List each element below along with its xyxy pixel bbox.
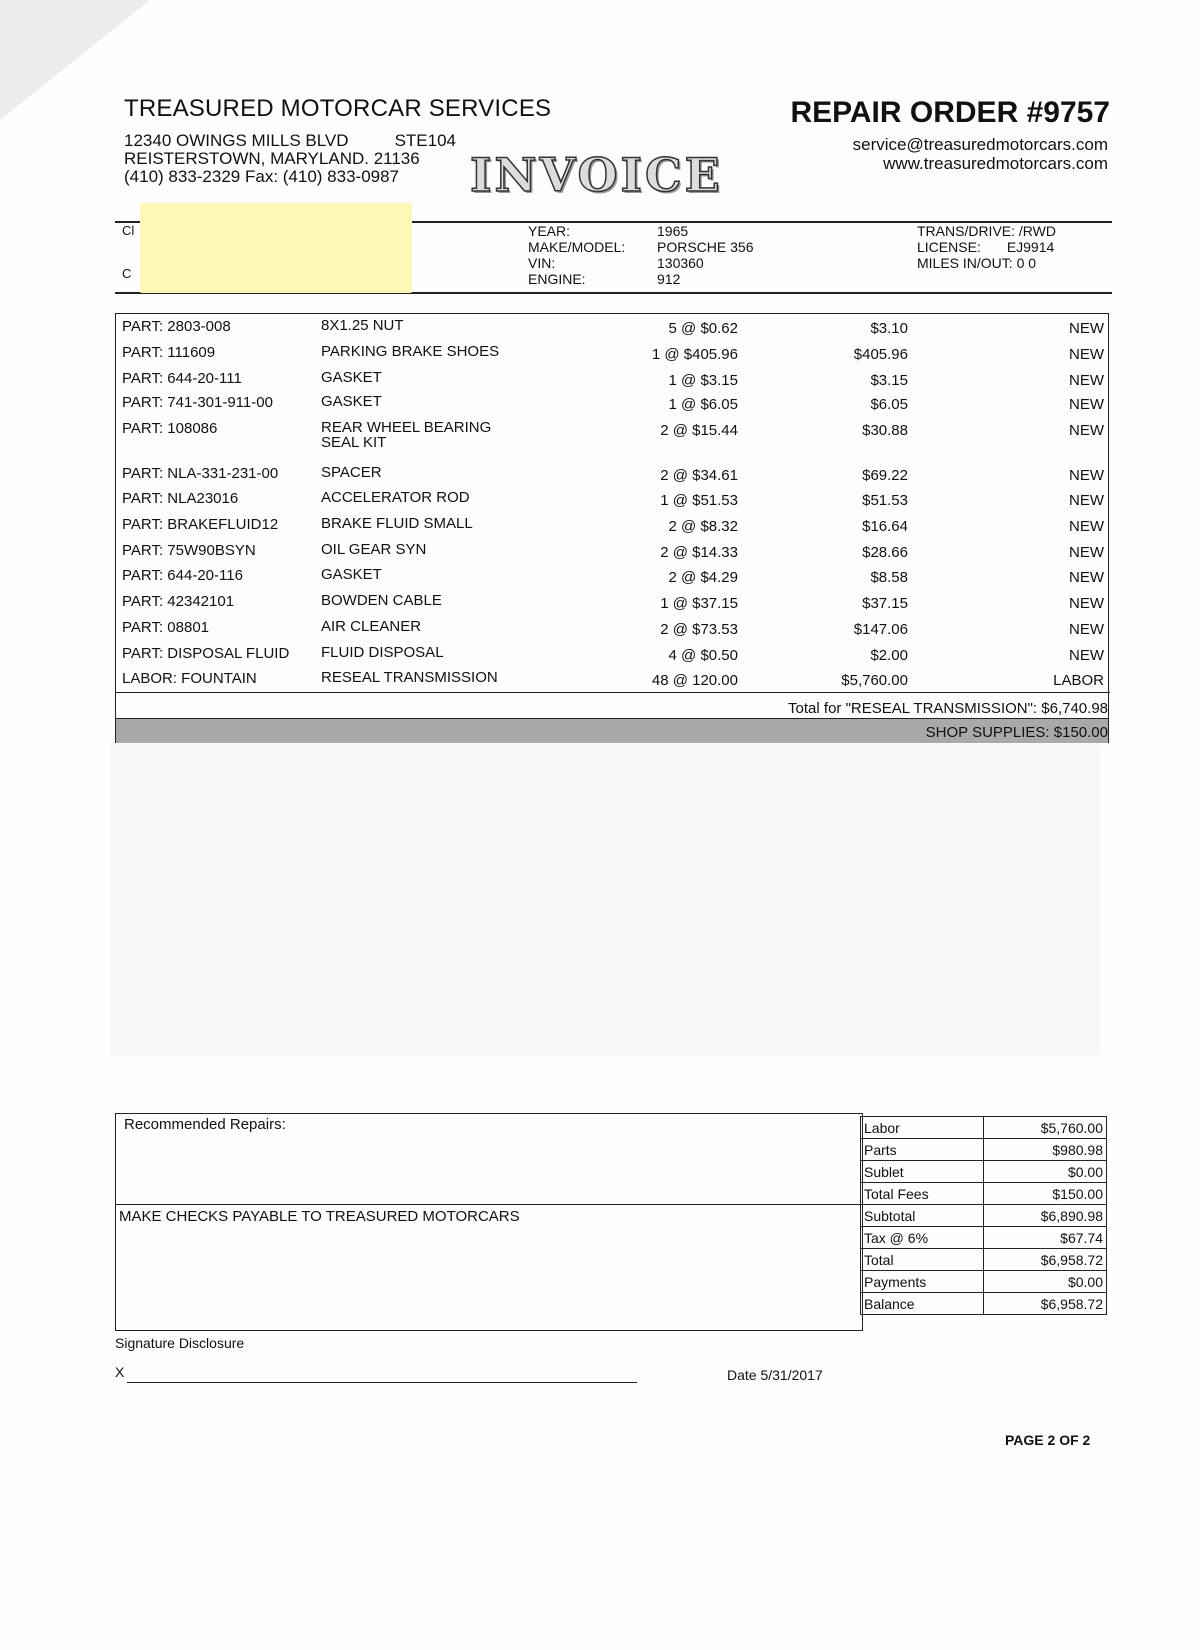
item-part: PART: BRAKEFLUID12 [122, 516, 279, 533]
vehicle-labels [528, 223, 625, 287]
totals-label: Total Fees [861, 1183, 984, 1205]
totals-label: Sublet [861, 1161, 984, 1183]
totals-row [861, 1249, 1107, 1271]
item-part: PART: 2803-008 [122, 318, 231, 335]
recommended-repairs-label: Recommended Repairs: [124, 1116, 286, 1133]
year-label: YEAR: [528, 223, 571, 239]
item-part: PART: 644-20-111 [122, 370, 242, 387]
item-type: NEW [1069, 569, 1104, 586]
totals-row [861, 1227, 1107, 1249]
item-type: LABOR [1053, 672, 1104, 689]
item-quantity: 2 @ $15.44 [660, 422, 738, 439]
shop-street: 12340 OWINGS MILLS BLVD [124, 131, 349, 150]
item-description: GASKET [321, 393, 382, 410]
totals-label: Balance [861, 1293, 984, 1315]
shop-address [124, 132, 456, 186]
shop-website: www.treasuredmotorcars.com [883, 154, 1108, 173]
item-part: PART: DISPOSAL FLUID [122, 645, 290, 662]
item-quantity: 1 @ $3.15 [668, 372, 738, 389]
item-part: PART: 08801 [122, 619, 210, 636]
shop-suite: STE104 [394, 131, 456, 150]
item-description: BOWDEN CABLE [321, 592, 442, 609]
line-items-bottom-rule [115, 692, 1110, 693]
item-description: RESEAL TRANSMISSION [321, 669, 498, 686]
redaction-highlight [140, 203, 412, 293]
item-part: PART: NLA-331-231-00 [122, 465, 279, 482]
item-type: NEW [1069, 544, 1104, 561]
item-part: LABOR: FOUNTAIN [122, 670, 257, 687]
signature-x: X [115, 1364, 125, 1380]
trans-value: /RWD [1018, 223, 1056, 239]
model-value: PORSCHE 356 [657, 239, 754, 255]
invoice-date: Date 5/31/2017 [727, 1367, 823, 1383]
totals-table [860, 1116, 1107, 1315]
item-type: NEW [1069, 518, 1104, 535]
repair-order-number: REPAIR ORDER #9757 [790, 96, 1110, 129]
item-description: PARKING BRAKE SHOES [321, 343, 500, 360]
customer-line-2: C [122, 266, 132, 281]
license-value: EJ9914 [1006, 239, 1055, 255]
item-quantity: 1 @ $37.15 [660, 595, 738, 612]
item-quantity: 2 @ $8.32 [668, 518, 738, 535]
item-quantity: 2 @ $4.29 [668, 569, 738, 586]
totals-label: Tax @ 6% [861, 1227, 984, 1249]
item-amount: $8.58 [870, 569, 908, 586]
item-description: GASKET [321, 369, 382, 386]
miles-label: MILES IN/OUT: [917, 255, 1013, 271]
totals-value: $980.98 [984, 1139, 1107, 1161]
vin-value: 130360 [657, 255, 704, 271]
shop-name: TREASURED MOTORCAR SERVICES [124, 95, 552, 122]
item-type: NEW [1069, 621, 1104, 638]
item-amount: $28.66 [862, 544, 908, 561]
totals-value: $6,890.98 [984, 1205, 1107, 1227]
totals-row [861, 1117, 1107, 1139]
item-description: ACCELERATOR ROD [321, 489, 470, 506]
item-quantity: 48 @ 120.00 [651, 672, 738, 689]
item-part: PART: 111609 [122, 344, 216, 361]
item-amount: $16.64 [862, 518, 908, 535]
item-amount: $147.06 [853, 621, 908, 638]
engine-value: 912 [657, 271, 681, 287]
trans-label: TRANS/DRIVE: [917, 223, 1016, 239]
item-description: AIR CLEANER [321, 618, 422, 635]
item-description: BRAKE FLUID SMALL [321, 515, 473, 532]
checks-payable-note: MAKE CHECKS PAYABLE TO TREASURED MOTORCARS [119, 1208, 520, 1225]
item-description: FLUID DISPOSAL [321, 644, 444, 661]
item-quantity: 5 @ $0.62 [668, 320, 738, 337]
engine-label: ENGINE: [528, 271, 586, 287]
item-amount: $405.96 [853, 346, 908, 363]
item-quantity: 4 @ $0.50 [668, 647, 738, 664]
totals-value: $5,760.00 [984, 1117, 1107, 1139]
shop-contact [853, 135, 1108, 173]
year-value: 1965 [657, 223, 689, 239]
item-part: PART: 644-20-116 [122, 567, 243, 584]
item-type: NEW [1069, 396, 1104, 413]
item-type: NEW [1069, 320, 1104, 337]
totals-label: Subtotal [861, 1205, 984, 1227]
totals-value: $0.00 [984, 1271, 1107, 1293]
item-description: 8X1.25 NUT [321, 317, 404, 334]
item-type: NEW [1069, 467, 1104, 484]
customer-line-1: Cl [122, 223, 135, 238]
item-part: PART: 42342101 [122, 593, 235, 610]
totals-label: Payments [861, 1271, 984, 1293]
item-amount: $2.00 [870, 647, 908, 664]
totals-row [861, 1293, 1107, 1315]
invoice-title: INVOICE [470, 148, 723, 202]
item-amount: $69.22 [862, 467, 908, 484]
item-amount: $6.05 [870, 396, 908, 413]
totals-row [861, 1183, 1107, 1205]
item-amount: $37.15 [862, 595, 908, 612]
item-amount: $51.53 [862, 492, 908, 509]
item-quantity: 1 @ $51.53 [660, 492, 738, 509]
item-quantity: 1 @ $6.05 [668, 396, 738, 413]
totals-row [861, 1205, 1107, 1227]
totals-value: $0.00 [984, 1161, 1107, 1183]
item-type: NEW [1069, 372, 1104, 389]
shop-supplies: SHOP SUPPLIES: $150.00 [925, 724, 1108, 741]
item-type: NEW [1069, 647, 1104, 664]
item-amount: $30.88 [862, 422, 908, 439]
totals-row [861, 1139, 1107, 1161]
totals-row [861, 1271, 1107, 1293]
item-quantity: 2 @ $34.61 [660, 467, 738, 484]
notes-divider [115, 1204, 862, 1205]
item-amount: $3.10 [870, 320, 908, 337]
vin-label: VIN: [528, 255, 556, 271]
shop-phone: (410) 833-2329 Fax: (410) 833-0987 [124, 167, 400, 186]
page-number: PAGE 2 OF 2 [1005, 1432, 1091, 1448]
totals-value: $6,958.72 [984, 1249, 1107, 1271]
shop-email: service@treasuredmotorcars.com [852, 135, 1108, 154]
item-amount: $5,760.00 [841, 672, 908, 689]
item-part: PART: 108086 [122, 420, 218, 437]
item-description: GASKET [321, 566, 382, 583]
item-description: REAR WHEEL BEARING SEAL KIT [321, 419, 492, 451]
license-label: LICENSE: [917, 239, 981, 255]
item-quantity: 2 @ $14.33 [660, 544, 738, 561]
totals-label: Parts [861, 1139, 984, 1161]
totals-value: $67.74 [984, 1227, 1107, 1249]
totals-value: $6,958.72 [984, 1293, 1107, 1315]
item-quantity: 2 @ $73.53 [660, 621, 738, 638]
job-total: Total for "RESEAL TRANSMISSION": $6,740.98 [788, 700, 1108, 717]
line-items-table [115, 313, 1109, 743]
item-part: PART: 741-301-911-00 [122, 394, 273, 411]
item-type: NEW [1069, 595, 1104, 612]
totals-label: Labor [861, 1117, 984, 1139]
item-part: PART: 75W90BSYN [122, 542, 256, 559]
miles-value: 0 0 [1016, 255, 1037, 271]
signature-disclosure: Signature Disclosure [115, 1335, 245, 1351]
item-type: NEW [1069, 346, 1104, 363]
totals-value: $150.00 [984, 1183, 1107, 1205]
item-description: SPACER [321, 464, 382, 481]
signature-line [127, 1382, 637, 1383]
item-quantity: 1 @ $405.96 [651, 346, 738, 363]
model-label: MAKE/MODEL: [528, 239, 626, 255]
drivetrain-info [917, 223, 1056, 271]
totals-label: Total [861, 1249, 984, 1271]
shop-city: REISTERSTOWN, MARYLAND. 21136 [124, 149, 420, 168]
item-part: PART: NLA23016 [122, 490, 239, 507]
item-type: NEW [1069, 492, 1104, 509]
bleed-through-shadow [110, 745, 1100, 1055]
item-description: OIL GEAR SYN [321, 541, 427, 558]
totals-row [861, 1161, 1107, 1183]
item-amount: $3.15 [870, 372, 908, 389]
vehicle-values [657, 223, 753, 287]
item-type: NEW [1069, 422, 1104, 439]
